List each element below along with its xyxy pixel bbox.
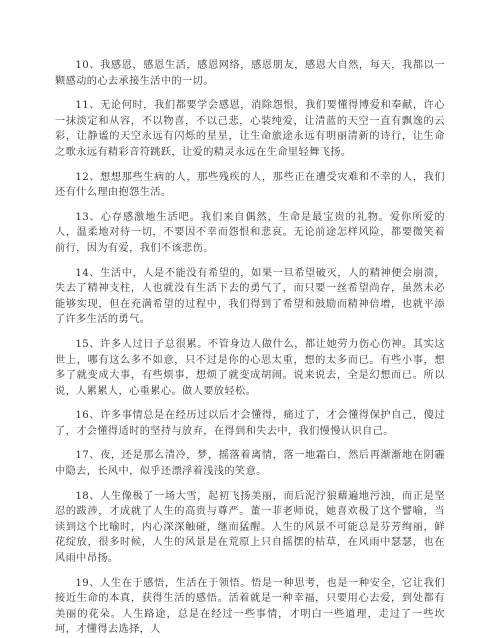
paragraph-18: 18、人生像极了一场大雪，起初飞扬美丽，而后泥泞狼藉遍地污浊，而正是坚忍的跋涉，才成就了人生的高贵与尊严。董一菲老师说，她喜欢极了这个譬喻，当读到这个比喻时，内心深深触碰，继而猛醒。人生的风景不可能总是芬芳绚丽，鲜花绽放，很多时候，人生的风景是在荒原上只自摇摆的枯草，在风雨中瑟瑟，也在风雨中昂扬。 (55, 490, 445, 565)
paragraph-12: 12、想想那些生病的人，那些残疾的人，那些正在遭受灾难和不幸的人，我们还有什么理由抱怨生活。 (55, 171, 445, 199)
paragraph-11: 11、无论何时，我们都要学会感恩，消除怨恨，我们要懂得博爱和奉献，许心一抹淡定和从容，不以物喜，不以己悲，心装纯爱，让清蓝的天空一直有飘逸的云彩，让静谧的天空永远有闪烁的星星，让生命旅途永远有明丽清新的诗行，让生命之歌永远有精彩音符跳跃，让爱的精灵永远在生命里轻舞飞扬。 (55, 100, 445, 158)
paragraph-13: 13、心存感激地生活吧。我们来自偶然，生命是最宝贵的礼物。爱你所爱的人，温柔地对待一切，不要因不幸而怨恨和悲哀。无论前途怎样风险，都要微笑着前行，因为有爱，我们不该悲伤。 (55, 211, 445, 254)
paragraph-15: 15、许多人过日子总很累。不管身边人做什么，都让她劳力伤心伤神。其实这世上，哪有这么多不如意，只不过是你的心思太重，想的太多而已。有些小事，想多了就变成大事，有些烦事，想烦了就变成胡闹。说来说去，全是幻想而已。所以说，人累累人，心重累心。做人要放轻松。 (55, 338, 445, 397)
paragraph-16: 16、许多事情总是在经历过以后才会懂得，痛过了，才会懂得保护自己，傻过了，才会懂得适时的坚持与放弃，在得到和失去中，我们慢慢认识自己。 (55, 410, 445, 437)
paragraph-14: 14、生活中，人是不能没有希望的，如果一旦希望破灭，人的精神便会崩溃，失去了精神支柱，人也就没有生活下去的勇气了，而只要一丝希望尚存，虽然未必能够实现，但在充满希望的过程中，我们得到了希望和鼓励而精神倍增，也就平添了许多生活的勇气。 (55, 267, 445, 326)
paragraph-10: 10、我感恩，感恩生活，感恩网络，感恩朋友，感恩大自然，每天，我都以一颗感动的心去承接生活中的一切。 (55, 60, 445, 87)
paragraph-19: 19、人生在于感悟，生活在于领悟。悟是一种思考，也是一种安全，它让我们接近生命的本真，获得生活的感悟。活着就是一种幸福，只要用心去爱，到处都有美丽的花朵。人生路途，总是在经过一些事情，才明白一些道理，走过了一些坎坷，才懂得去选择，人 (55, 577, 445, 636)
paragraph-17: 17、夜，还是那么清冷，梦，摇落着离情，落一地霜白，然后再渐渐地在阴霾中隐去，长风中，似乎还漂浮着浅浅的笑意。 (55, 450, 445, 478)
